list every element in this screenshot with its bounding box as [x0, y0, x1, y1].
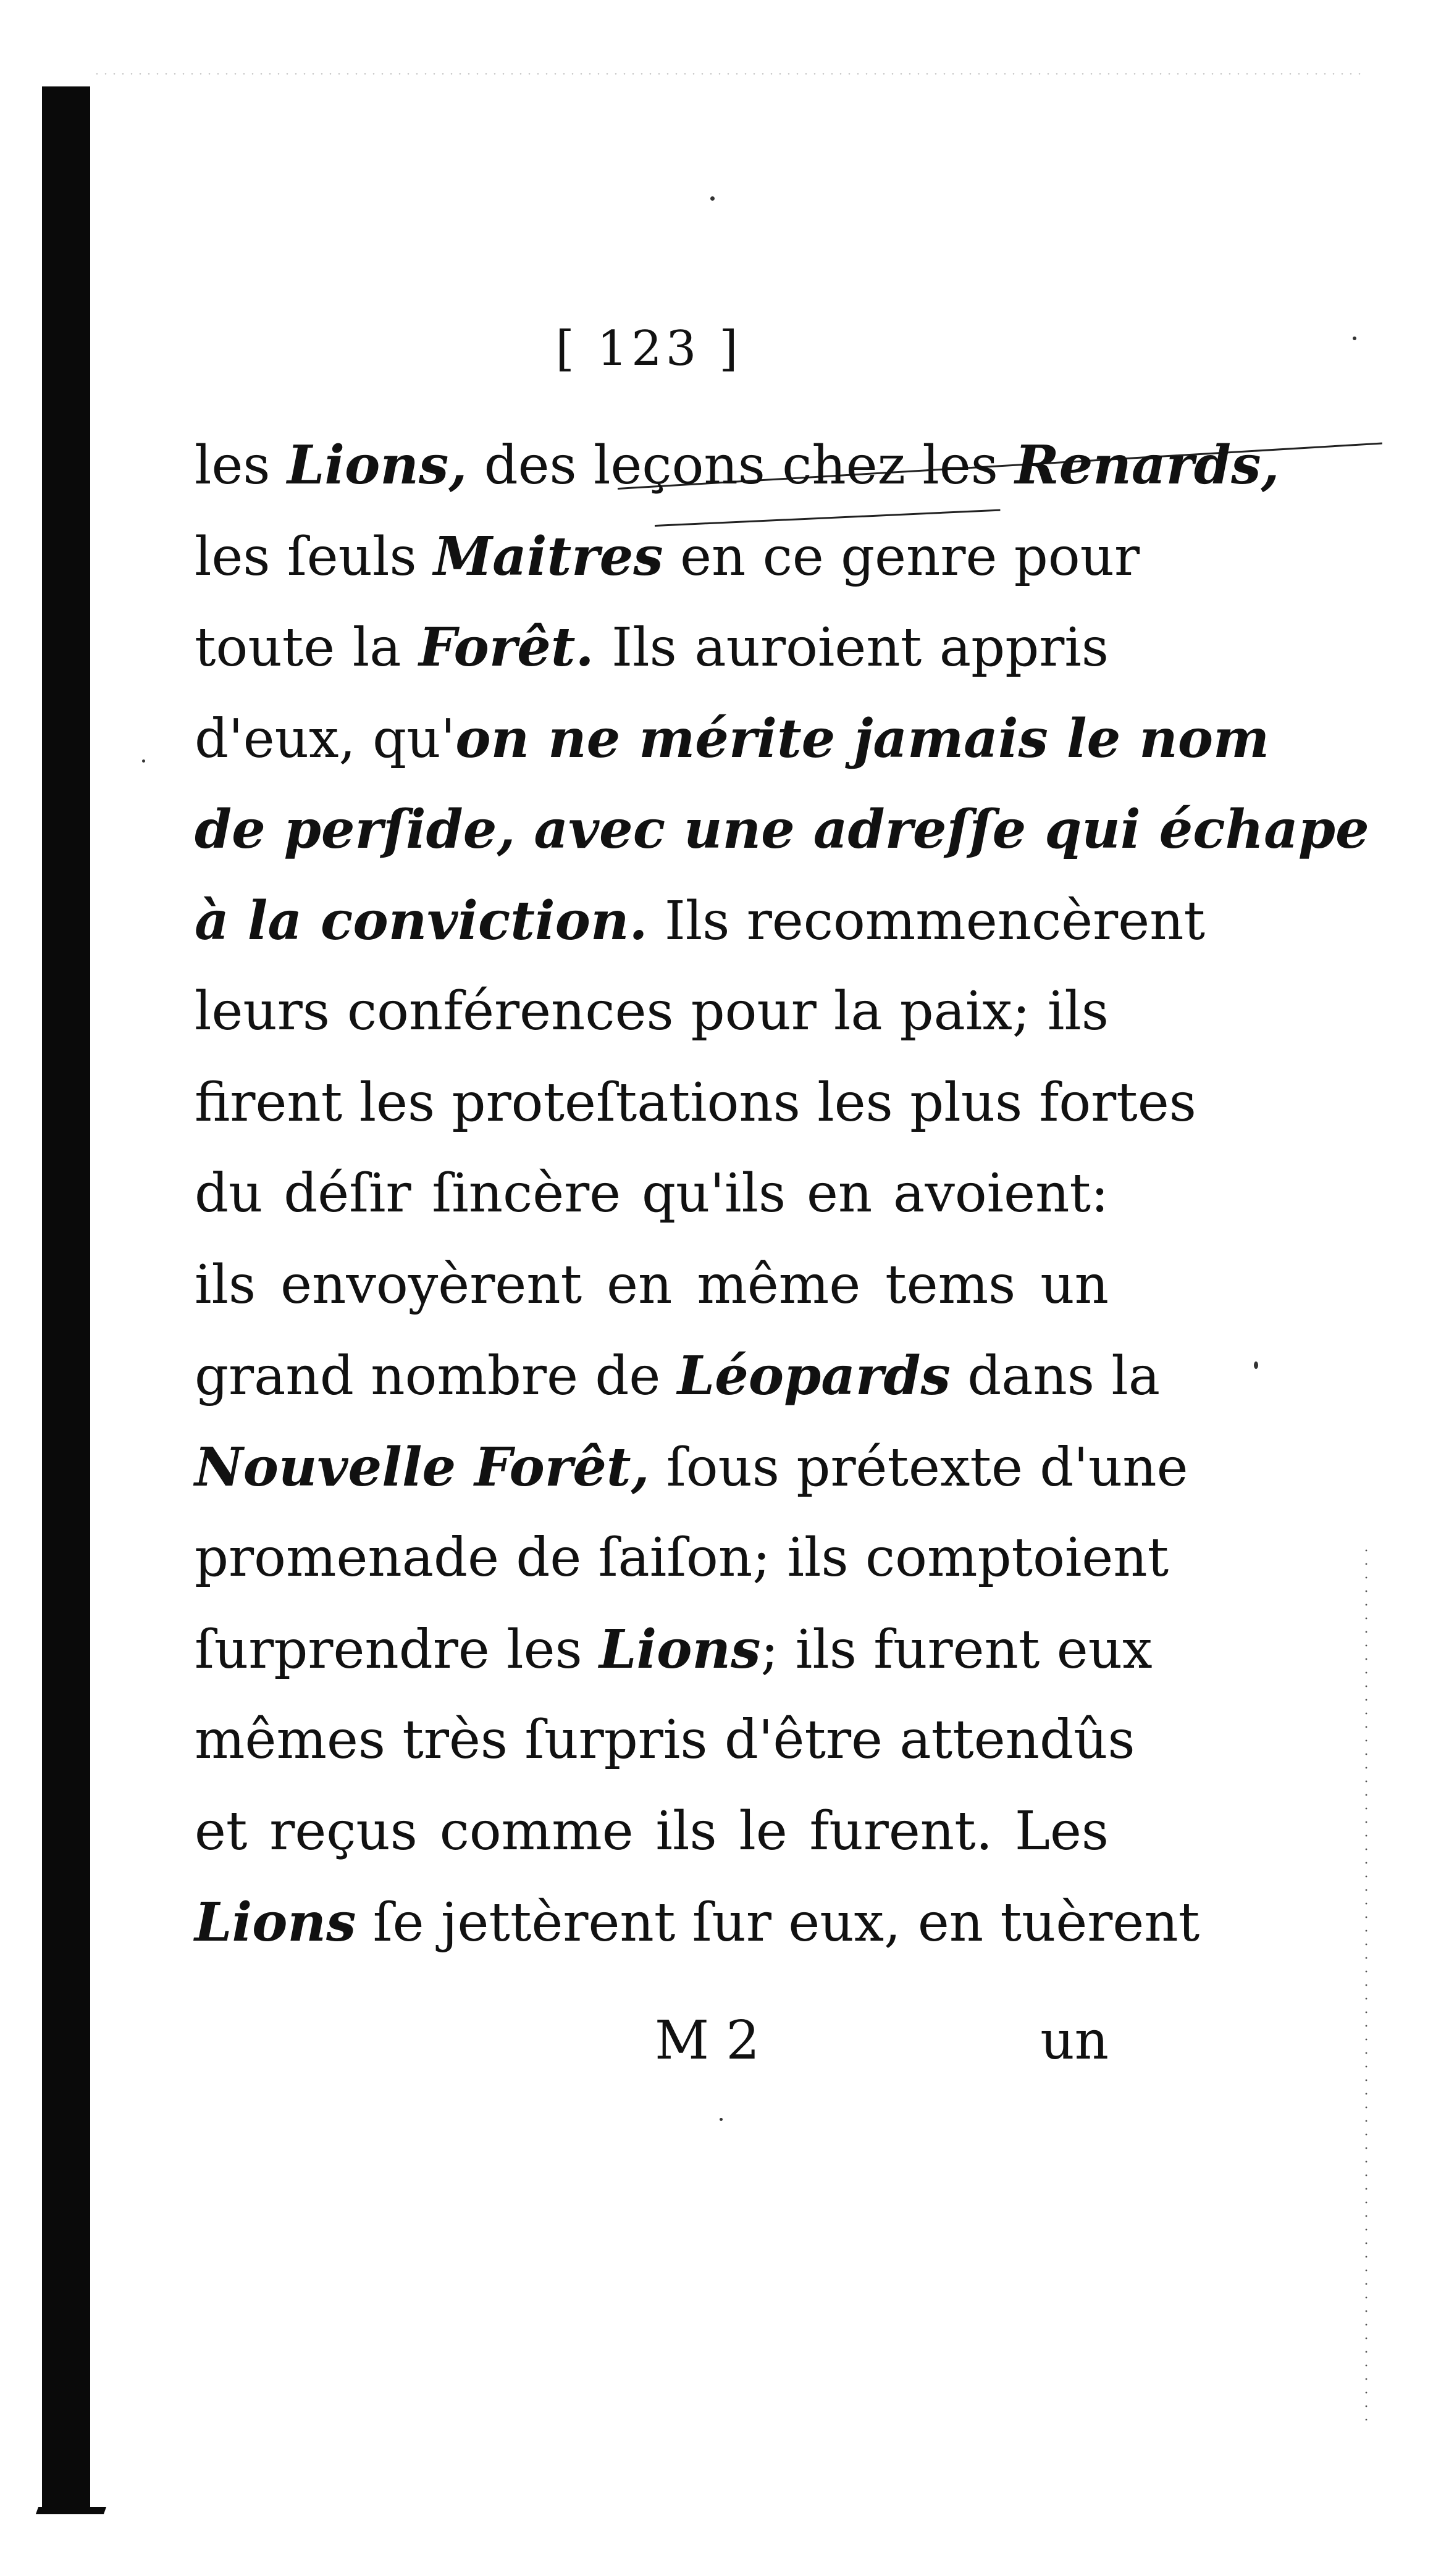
italic-text: Lions,: [287, 434, 468, 496]
italic-text: de perſide, avec une adreſſe qui échape: [195, 798, 1369, 861]
text-line: [195, 966, 1109, 1058]
roman-text: du déſir ſincère qu'ils en avoient:: [195, 1163, 1109, 1224]
text-line: [195, 1422, 1188, 1513]
roman-text: grand nombre de: [195, 1345, 678, 1407]
roman-text: promenade de ſaiſon; ils comptoient: [195, 1527, 1169, 1589]
italic-text: Lions: [195, 1891, 356, 1954]
text-line: [195, 1331, 1161, 1422]
roman-text: leurs conférences pour la paix; ils: [195, 981, 1109, 1042]
roman-text: Ils auroient appris: [594, 617, 1109, 679]
italic-text: Lions: [599, 1618, 761, 1681]
roman-text: Ils recommencèrent: [647, 890, 1206, 952]
roman-text: dans la: [950, 1345, 1161, 1407]
page-footer: [195, 2010, 1109, 2072]
text-line: [195, 1513, 1169, 1604]
roman-text: toute la: [195, 617, 419, 679]
text-line: [195, 511, 1140, 603]
ink-speck: [720, 2118, 723, 2121]
roman-text: ſous prétexte d'une: [649, 1436, 1188, 1499]
roman-text: mêmes très ſurpris d'être attendûs: [195, 1709, 1135, 1771]
italic-text: Léopards: [677, 1345, 951, 1407]
text-line: [195, 1786, 1109, 1878]
roman-text: ſurprendre les: [195, 1618, 600, 1681]
scan-edge-dots: [1365, 1544, 1367, 2420]
italic-text: Forêt.: [419, 616, 594, 679]
scan-edge-noise: [93, 73, 1365, 75]
text-line: [195, 420, 1280, 511]
roman-text: ils envoyèrent en même tems un: [195, 1253, 1109, 1316]
roman-text: d'eux, qu': [195, 708, 456, 770]
roman-text: en ce genre pour: [663, 525, 1140, 588]
ink-speck: [1254, 1361, 1258, 1369]
text-line: [195, 1058, 1196, 1149]
text-line: [195, 876, 1206, 967]
signature-mark: M 2: [654, 2010, 760, 2072]
page-header: [ 123 ]: [555, 321, 742, 377]
ink-speck: [1353, 337, 1356, 340]
ink-speck: [142, 759, 145, 763]
roman-text: les: [195, 435, 287, 496]
italic-text: à la conviction.: [195, 889, 648, 952]
roman-text: des leçons chez les: [467, 435, 1015, 496]
roman-text: firent les proteſtations les plus fortes: [195, 1071, 1196, 1134]
italic-text: Maitres: [433, 525, 663, 588]
roman-text: ſe jettèrent ſur eux, en tuèrent: [356, 1892, 1200, 1954]
text-line: [195, 602, 1109, 693]
ink-speck: [710, 196, 715, 201]
text-line: [195, 1877, 1200, 1968]
binding-shadow-foot: [36, 2507, 106, 2514]
italic-text: Renards,: [1015, 434, 1280, 496]
body-text: [195, 420, 1369, 1968]
text-line: [195, 784, 1369, 876]
roman-text: et reçus comme ils le furent. Les: [195, 1800, 1109, 1862]
italic-text: on ne mérite jamais le nom: [455, 707, 1270, 770]
italic-text: Nouvelle Forêt,: [195, 1436, 650, 1499]
binding-shadow: [42, 86, 90, 2513]
text-line: [195, 693, 1270, 785]
text-line: [195, 1604, 1153, 1696]
text-line: [195, 1148, 1109, 1240]
roman-text: les ſeuls: [195, 525, 434, 588]
text-line: [195, 1240, 1109, 1331]
catchword: un: [1040, 2010, 1109, 2072]
roman-text: ; ils furent eux: [760, 1618, 1153, 1681]
text-line: [195, 1695, 1135, 1786]
